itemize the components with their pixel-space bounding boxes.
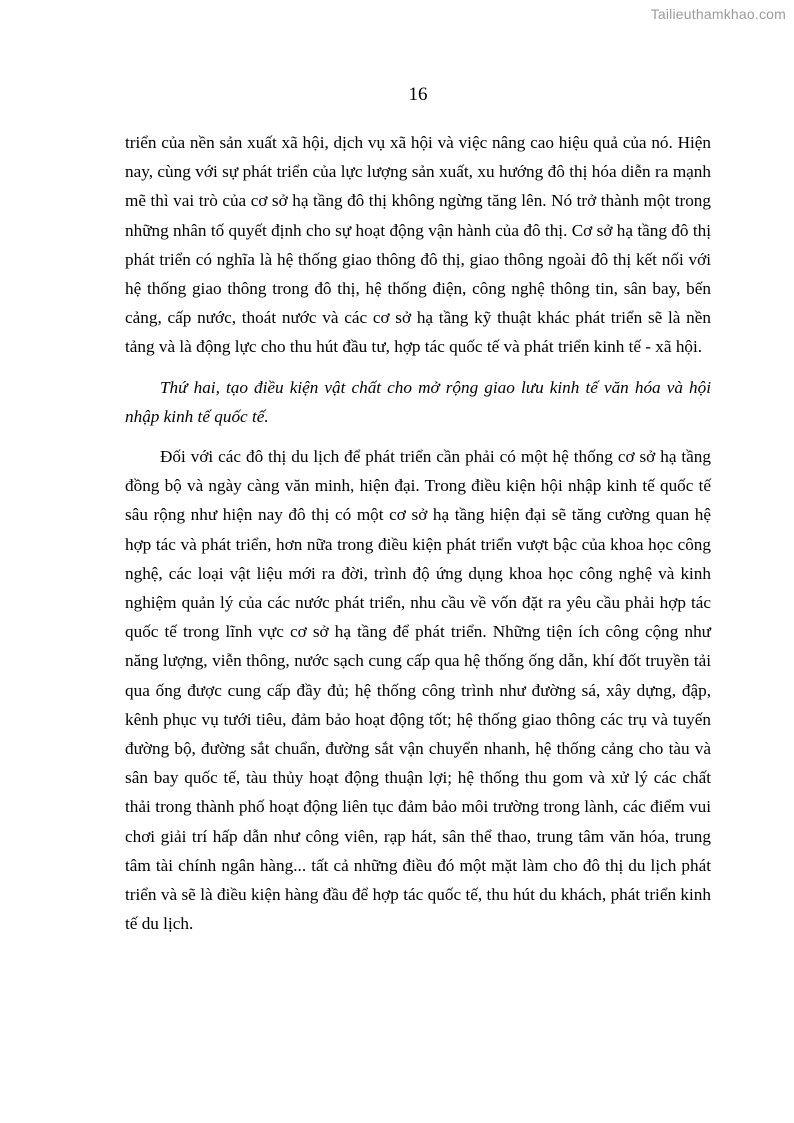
document-body — [125, 128, 711, 949]
paragraph-heading-italic: Thứ hai, tạo điều kiện vật chất cho mở rộng giao lưu kinh tế văn hóa và hội nhập kinh tế quốc tế. — [125, 377, 711, 426]
watermark: Tailieuthamkhao.com — [650, 6, 786, 22]
page-number: 16 — [408, 84, 428, 105]
paragraph-body: Đối với các đô thị du lịch để phát triển cần phải có một hệ thống cơ sở hạ tầng đồng bộ và ngày càng văn minh, hiện đại. Trong điều kiện hội nhập kinh tế quốc tế sâu rộng như hiện nay đô thị có một cơ sở hạ tầng hiện đại sẽ tăng cường quan hệ hợp tác và phát triển, hơn nữa trong điều kiện phát triển vượt bậc của khoa học công nghệ, các loại vật liệu mới ra đời, trình độ ứng dụng khoa học công nghệ và kinh nghiệm quản lý của các nước phát triển, nhu cầu về vốn đặt ra yêu cầu phải hợp tác quốc tế trong lĩnh vực cơ sở hạ tầng để phát triển. Những tiện ích công cộng như năng lượng, viễn thông, nước sạch cung cấp qua hệ thống ống dẫn, khí đốt truyền tải qua ống được cung cấp đầy đủ; hệ thống công trình như đường sá, xây dựng, đập, kênh phục vụ tưới tiêu, đảm bảo hoạt động tốt; hệ thống giao thông các trụ và tuyến đường bộ, đường sắt chuẩn, đường sắt vận chuyển nhanh, hệ thống cảng cho tàu và sân bay quốc tế, tàu thủy hoạt động thuận lợi; hệ thống thu gom và xử lý các chất thải trong thành phố hoạt động liên tục đảm bảo môi trường trong lành, các điểm vui chơi giải trí hấp dẫn như công viên, rạp hát, sân thể thao, trung tâm văn hóa, trung tâm tài chính ngân hàng... tất cả những điều đó một mặt làm cho đô thị du lịch phát triển và sẽ là điều kiện hàng đầu để hợp tác quốc tế, thu hút du khách, phát triển kinh tế du lịch. — [125, 447, 711, 934]
paragraph-continuation: triển của nền sản xuất xã hội, dịch vụ xã hội và việc nâng cao hiệu quả của nó. Hiện nay, cùng với sự phát triển của lực lượng sản xuất, xu hướng đô thị hóa diễn ra mạnh mẽ thì vai trò của cơ sở hạ tầng đô thị không ngừng tăng lên. Nó trở thành một trong những nhân tố quyết định cho sự hoạt động vận hành của đô thị. Cơ sở hạ tầng đô thị phát triển có nghĩa là hệ thống giao thông đô thị, giao thông ngoài đô thị kết nối với hệ thống giao thông trong đô thị, hệ thống điện, công nghệ thông tin, sân bay, bến cảng, cấp nước, thoát nước và các cơ sở hạ tầng kỹ thuật khác phát triển sẽ là nền tảng và là động lực cho thu hút đầu tư, hợp tác quốc tế và phát triển kinh tế - xã hội. — [125, 133, 711, 357]
